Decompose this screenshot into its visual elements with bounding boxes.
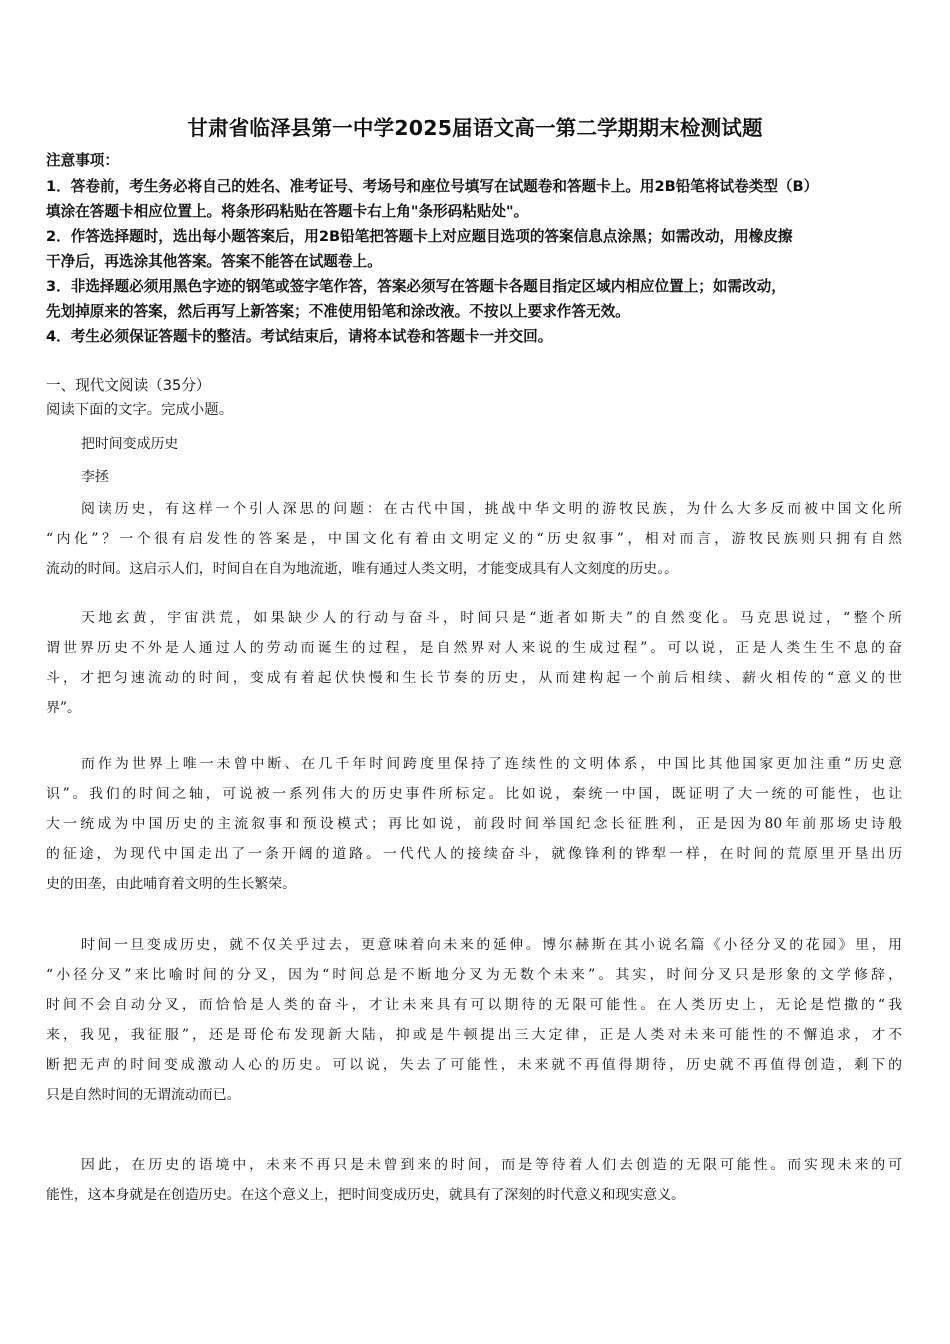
paragraph-line: 来，我见，我征服”，还是哥伦布发现新大陆，抑或是牛顿提出三大定律，正是人类对未来可能性的不懈追求，才不 [46, 1027, 902, 1043]
paragraph-line: 能性，这本身就是在创造历史。在这个意义上，把时间变成历史，就具有了深刻的时代意义和现实意义。 [46, 1187, 685, 1203]
notice-line: 填涂在答题卡相应位置上。将条形码粘贴在答题卡右上角"条形码粘贴处"。 [46, 203, 529, 220]
paragraph-line: 史的田垄，由此哺育着文明的生长繁荣。 [46, 876, 297, 892]
article-author: 李拯 [81, 469, 109, 485]
paragraph-line: 流动的时间。这启示人们，时间自在自为地流逝，唯有通过人类文明，才能变成具有人文刻度的历史。。 [46, 561, 679, 577]
paragraph-line: 界”。 [46, 700, 81, 716]
article-paragraph [46, 930, 902, 1110]
notice-line: 1．答卷前，考生务必将自己的姓名、准考证号、考场号和座位号填写在试题卷和答题卡上。用2B铅笔将试卷类型（B） [46, 178, 819, 195]
paragraph-line: 因此，在历史的语境中，未来不再只是未曾到来的时间，而是等待着人们去创造的无限可能性。而实现未来的可 [81, 1157, 902, 1173]
notice-line: 2．作答选择题时，选出每小题答案后，用2B铅笔把答题卡上对应题目选项的答案信息点涂黑；如需改动，用橡皮擦 [46, 228, 793, 245]
paragraph-line: 时间一旦变成历史，就不仅关乎过去，更意味着向未来的延伸。博尔赫斯在其小说名篇《小径分叉的花园》里，用 [81, 937, 902, 953]
paragraph-line: 谓世界历史不外是人通过人的劳动而诞生的过程，是自然界对人来说的生成过程”。可以说，正是人类生生不息的奋 [46, 640, 902, 656]
article-paragraph [46, 749, 902, 899]
section-heading: 一、现代文阅读（35分） [46, 377, 211, 394]
paragraph-line: 识”。我们的时间之轴，可说被一系列伟大的历史事件所标定。比如说，秦统一中国，既证明了大一统的可能性，也让 [46, 786, 902, 802]
exam-title: 甘肃省临泽县第一中学2025届语文高一第二学期期末检测试题 [187, 116, 763, 140]
paragraph-line: 的征途，为现代中国走出了一条开阔的道路。一代代人的接续奋斗，就像锋利的铧犁一样，在时间的荒原里开垦出历 [46, 846, 902, 862]
paragraph-line: 时间不会自动分叉，而恰恰是人类的奋斗，才让未来具有可以期待的无限可能性。在人类历史上，无论是恺撒的“我 [46, 997, 902, 1013]
notice-line: 先划掉原来的答案，然后再写上新答案；不准使用铅笔和涂改液。不按以上要求作答无效。 [46, 303, 630, 320]
notice-line: 4．考生必须保证答题卡的整洁。考试结束后，请将本试卷和答题卡一并交回。 [46, 328, 553, 345]
paragraph-line: 只是自然时间的无谓流动而已。 [46, 1087, 241, 1103]
notice-line: 干净后，再选涂其他答案。答案不能答在试题卷上。 [46, 253, 382, 270]
notice-line: 3．非选择题必须用黑色字迹的钢笔或签字笔作答，答案必须写在答题卡各题目指定区域内相应位置上；如需改动， [46, 278, 786, 295]
article-paragraph [46, 494, 902, 584]
paragraph-line: 断把无声的时间变成激动人心的历史。可以说，失去了可能性，未来就不再值得期待，历史就不再值得创造，剩下的 [46, 1057, 902, 1073]
article-paragraph [46, 1150, 902, 1210]
paragraph-line: 天地玄黄，宇宙洪荒，如果缺少人的行动与奋斗，时间只是“逝者如斯夫”的自然变化。马克思说过，“整个所 [81, 610, 902, 626]
paragraph-line: “小径分叉”来比喻时间的分叉，因为“时间总是不断地分叉为无数个未来”。其实，时间分叉只是形象的文学修辞， [46, 967, 902, 983]
paragraph-line: 阅读历史，有这样一个引人深思的问题：在古代中国，挑战中华文明的游牧民族，为什么大多反而被中国文化所 [81, 501, 902, 517]
paragraph-line: “内化”？一个很有启发性的答案是，中国文化有着由文明定义的“历史叙事”，相对而言，游牧民族则只拥有自然 [46, 531, 902, 547]
article-paragraph [46, 603, 902, 723]
paragraph-line: 大一统成为中国历史的主流叙事和预设模式；再比如说，前段时间举国纪念长征胜利，正是因为80年前那场史诗般 [46, 816, 902, 832]
notice-heading: 注意事项： [46, 152, 119, 169]
reading-instruction: 阅读下面的文字。完成小题。 [46, 402, 234, 418]
paragraph-line: 而作为世界上唯一未曾中断、在几千年时间跨度里保持了连续性的文明体系，中国比其他国家更加注重“历史意 [81, 756, 902, 772]
article-title: 把时间变成历史 [81, 436, 179, 452]
paragraph-line: 斗，才把匀速流动的时间，变成有着起伏快慢和生长节奏的历史，从而建构起一个前后相续、薪火相传的“意义的世 [46, 670, 902, 686]
